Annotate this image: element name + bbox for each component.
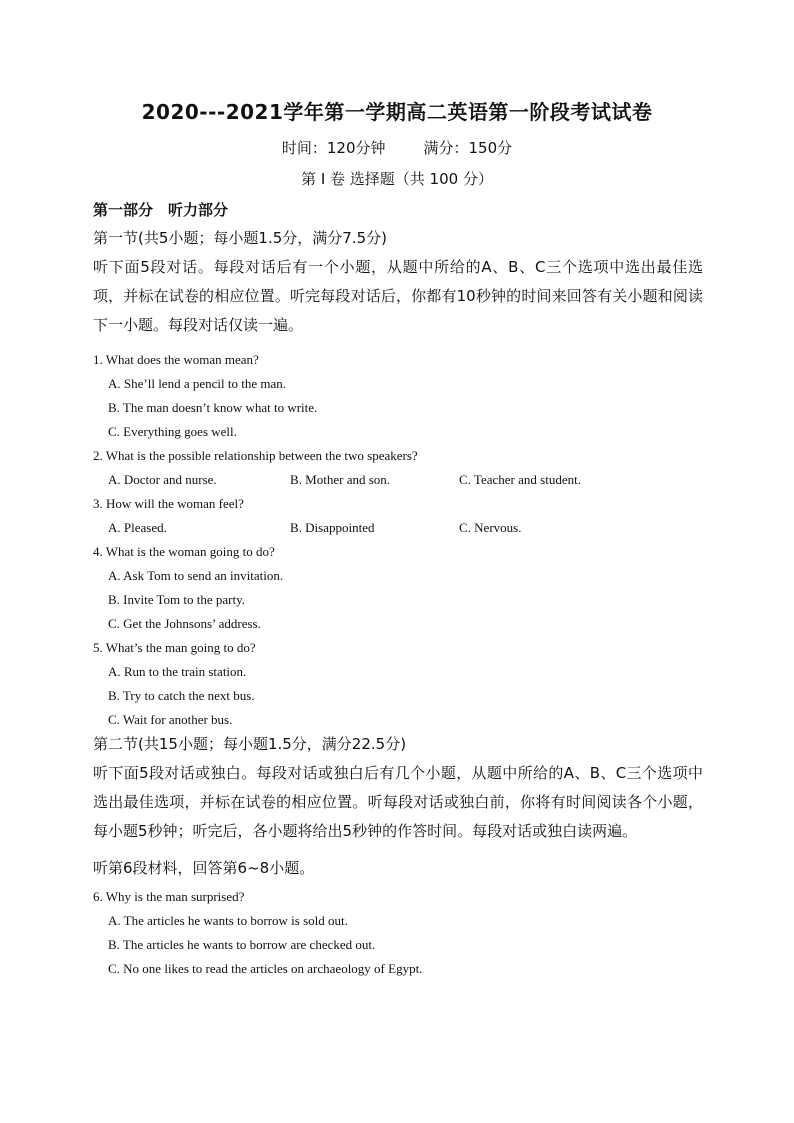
- exam-content: [93, 198, 703, 981]
- question-option: A. Doctor and nurse.: [108, 472, 217, 487]
- question-option: B. The man doesn’t know what to write.: [108, 400, 318, 415]
- section2-instructions: 听下面5段对话或独白。每段对话或独白后有几个小题，从题中所给的A、B、C三个选项中选出最佳选项，并标在试卷的相应位置。听每段对话或独白前，你将有时间阅读各个小题，每小题5秒钟；听完后，各小题将给出5秒钟的作答时间。每段对话或独白读两遍。: [93, 764, 703, 840]
- question-option: C. Teacher and student.: [459, 472, 581, 487]
- question-stem: 1. What does the woman mean?: [93, 352, 259, 367]
- question-option: C. No one likes to read the articles on archaeology of Egypt.: [108, 961, 423, 976]
- question-option: B. Disappointed: [290, 520, 375, 535]
- question-option: C. Get the Johnsons’ address.: [108, 616, 261, 631]
- exam-title: 2020---2021学年第一学期高二英语第一阶段考试试卷: [141, 100, 653, 124]
- question-option: A. Ask Tom to send an invitation.: [108, 568, 284, 583]
- question-stem: 4. What is the woman going to do?: [93, 544, 275, 559]
- exam-meta: [0, 137, 794, 158]
- part1-heading: 第一部分 听力部分: [93, 201, 229, 219]
- material-note: 听第6段材料，回答第6~8小题。: [93, 859, 315, 877]
- section2-heading: 第二节(共15小题；每小题1.5分，满分22.5分): [93, 735, 407, 753]
- question-option: A. She’ll lend a pencil to the man.: [108, 376, 286, 391]
- question-option: C. Wait for another bus.: [108, 712, 233, 727]
- question-options-row: [93, 468, 703, 492]
- question-option: B. Mother and son.: [290, 472, 391, 487]
- section1-instructions: 听下面5段对话。每段对话后有一个小题，从题中所给的A、B、C三个选项中选出最佳选项，并标在试卷的相应位置。听完每段对话后，你都有10秒钟的时间来回答有关小题和阅读下一小题。每段对话仅读一遍。: [93, 258, 703, 334]
- question-option: C. Nervous.: [459, 520, 522, 535]
- time-label: 时间：120分钟: [281, 139, 386, 157]
- question-option: A. The articles he wants to borrow is sold out.: [108, 913, 348, 928]
- question-options-row: [93, 516, 703, 540]
- section1-heading: 第一节(共5小题；每小题1.5分，满分7.5分): [93, 229, 387, 247]
- question-option: B. The articles he wants to borrow are checked out.: [108, 937, 376, 952]
- question-option: B. Invite Tom to the party.: [108, 592, 246, 607]
- question-option: B. Try to catch the next bus.: [108, 688, 255, 703]
- question-stem: 6. Why is the man surprised?: [93, 889, 245, 904]
- score-label: 满分：150分: [423, 139, 513, 157]
- question-stem: 5. What’s the man going to do?: [93, 640, 256, 655]
- question-option: A. Run to the train station.: [108, 664, 247, 679]
- question-option: C. Everything goes well.: [108, 424, 237, 439]
- question-option: A. Pleased.: [108, 520, 167, 535]
- volume-label: 第 I 卷 选择题（共 100 分）: [301, 170, 493, 188]
- question-stem: 3. How will the woman feel?: [93, 496, 244, 511]
- question-stem: 2. What is the possible relationship between the two speakers?: [93, 448, 418, 463]
